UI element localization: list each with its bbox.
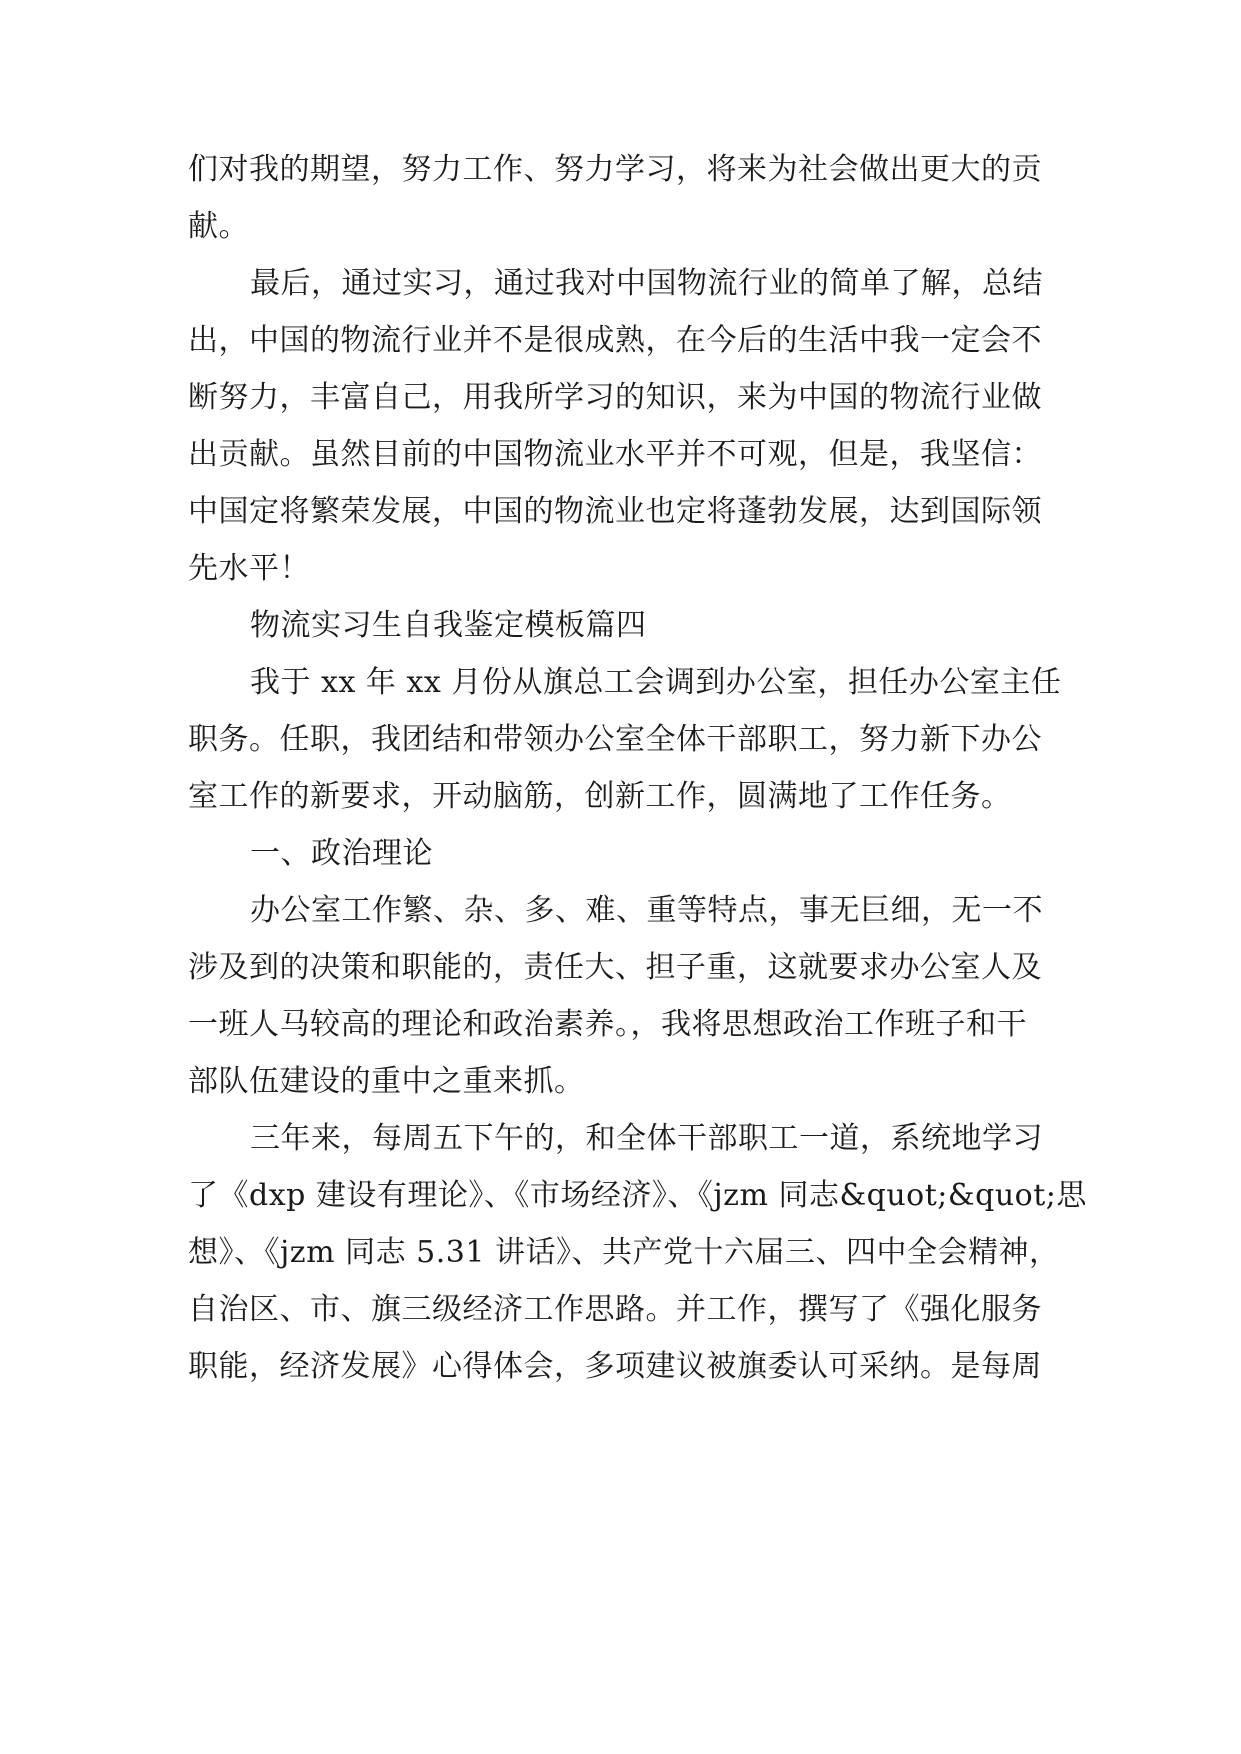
- text-line: 断努力，丰富自己，用我所学习的知识，来为中国的物流行业做: [188, 380, 1042, 415]
- text-line: 职能，经济发展》心得体会，多项建议被旗委认可采纳。是每周: [188, 1349, 1042, 1384]
- text-line: 自治区、市、旗三级经济工作思路。并工作，撰写了《强化服务: [188, 1292, 1042, 1327]
- text-line: 三年来，每周五下午的，和全体干部职工一道，系统地学习: [250, 1121, 1043, 1156]
- text-line: 献。: [188, 209, 249, 244]
- text-line: 出，中国的物流行业并不是很成熟，在今后的生活中我一定会不: [188, 323, 1042, 358]
- text-line: 一班人马较高的理论和政治素养。，我将思想政治工作班子和干: [188, 1007, 1027, 1042]
- text-line: 办公室工作繁、杂、多、难、重等特点，事无巨细，无一不: [250, 893, 1043, 928]
- text-line: 出贡献。虽然目前的中国物流业水平并不可观，但是，我坚信：: [188, 437, 1042, 472]
- text-line: 了《dxp 建设有理论》、《市场经济》、《jzm 同志&quot;&quot;思: [188, 1178, 1087, 1213]
- text-line: 们对我的期望，努力工作、努力学习，将来为社会做出更大的贡: [188, 152, 1042, 187]
- text-line: 部队伍建设的重中之重来抓。: [188, 1064, 585, 1099]
- text-line: 职务。任职，我团结和带领办公室全体干部职工，努力新下办公: [188, 722, 1042, 757]
- text-line: 中国定将繁荣发展，中国的物流业也定将蓬勃发展，达到国际领: [188, 494, 1042, 529]
- subsection-heading: 一、政治理论: [250, 836, 433, 871]
- section-heading: 物流实习生自我鉴定模板篇四: [250, 608, 647, 643]
- text-line: 最后，通过实习，通过我对中国物流行业的简单了解，总结: [250, 266, 1043, 301]
- text-line: 想》、《jzm 同志 5.31 讲话》、共产党十六届三、四中全会精神，: [188, 1235, 1060, 1270]
- text-line: 先水平！: [188, 551, 310, 586]
- text-line: 我于 xx 年 xx 月份从旗总工会调到办公室，担任办公室主任: [250, 665, 1062, 700]
- text-line: 室工作的新要求，开动脑筋，创新工作，圆满地了工作任务。: [188, 779, 1012, 814]
- text-line: 涉及到的决策和职能的，责任大、担子重，这就要求办公室人及: [188, 950, 1042, 985]
